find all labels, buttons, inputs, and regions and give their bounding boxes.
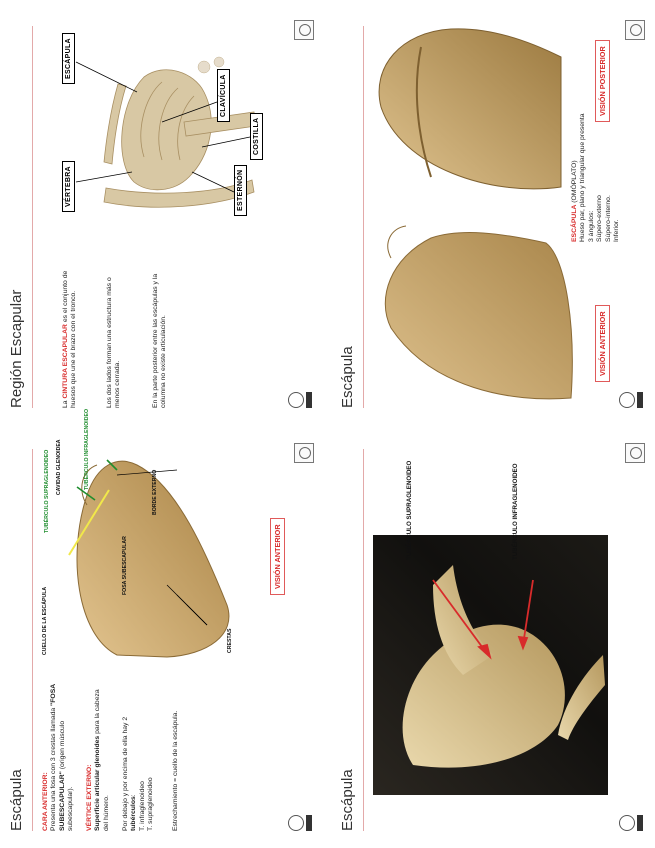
paragraph-articulacion: En la parte posterior entre las escápulas y la columna no existe articulación. — [152, 273, 168, 408]
view-anterior-label: VISIÓN ANTERIOR — [270, 518, 285, 595]
corner-emblem — [294, 20, 314, 40]
corner-emblem — [625, 443, 645, 463]
title-rule — [363, 26, 364, 408]
slide-title: Escápula — [339, 769, 356, 831]
university-logo — [288, 815, 312, 831]
glenoid-bone — [373, 535, 608, 795]
tag-tuberculo-infraglenoideo: TUBÉRCULO INFRAGLENOIDEO — [84, 409, 90, 490]
slide-title: Región Escapular — [8, 289, 25, 408]
corner-emblem — [294, 443, 314, 463]
tag-tuberculo-supraglenoideo: TUBÉRCULO SUPRAGLENOIDEO — [44, 449, 50, 533]
paragraph-tuberculos: Por debajo y por encima de ella hay 2 tubérculos: T. infraglenoideo T. supraglenoideo — [122, 716, 155, 831]
corner-emblem — [625, 20, 645, 40]
slide-region-escapular — [2, 12, 322, 422]
slide-escapula-cara-anterior — [2, 409, 322, 845]
university-logo — [619, 392, 643, 408]
tag-cuello-escapula: CUELLO DE LA ESCÁPULA — [42, 586, 48, 655]
label-clavicula: CLAVÍCULA — [217, 69, 230, 122]
title-rule — [32, 449, 33, 831]
tag-fosa-subescapular: FOSA SUBESCAPULAR — [122, 536, 128, 595]
view-posterior-label: VISIÓN POSTERIOR — [595, 40, 610, 122]
slide-title: Escápula — [8, 769, 25, 831]
tag-tuberculo-supraglenoideo: TUBÉRCULO SUPRAGLENOIDEO — [406, 460, 413, 560]
label-costilla: COSTILLA — [250, 113, 263, 160]
label-esternon: ESTERNÓN — [234, 165, 247, 216]
paragraph-estructura: Los dos lados forman una estructura más o menos cerrada. — [106, 277, 122, 408]
paragraph-cuello: Estrechamiento = cuello de la escápula. — [172, 710, 179, 831]
scapula-posterior-photo — [371, 22, 571, 207]
paragraph-cara-anterior: CARA ANTERIOR: Presenta una fosa con 3 crestas llamada "FOSA SUBESCAPULAR" (origen músculo subescapular). — [42, 684, 75, 831]
university-logo — [619, 815, 643, 831]
tag-crestas: CRESTAS — [227, 628, 233, 653]
slide-escapula-tuberculos — [333, 435, 653, 845]
tag-cavidad-glenoidea: CAVIDAD GLENOIDEA — [56, 439, 62, 495]
label-vertebra: VÉRTEBRA — [62, 161, 75, 212]
escapula-description: ESCÁPULA (OMÓPLATO) Hueso par, plano y triangular que presenta 3 ángulos: Súpero-externo Súpero-interno. Inferior. — [571, 113, 621, 242]
university-logo — [288, 392, 312, 408]
slide-title: Escápula — [339, 346, 356, 408]
slide-escapula-vistas — [333, 12, 653, 422]
label-escapula: ESCÁPULA — [62, 33, 75, 84]
label-leader-lines — [2, 12, 322, 422]
tag-borde-externo: BORDE EXTERNO — [152, 469, 158, 515]
title-rule — [363, 449, 364, 831]
paragraph-cintura: La CINTURA ESCAPULAR es el conjunto de huesos que une el brazo con el tronco. — [62, 270, 78, 408]
tag-tuberculo-infraglenoideo: TUBÉRCULO INFRAGLENOIDEO — [512, 463, 519, 560]
scapula-anterior-photo — [371, 218, 586, 408]
view-anterior-label: VISIÓN ANTERIOR — [595, 305, 610, 382]
paragraph-vertice-externo: VÉRTICE EXTERNO: Superficie articular glenoides para la cabeza del húmero. — [86, 689, 110, 831]
